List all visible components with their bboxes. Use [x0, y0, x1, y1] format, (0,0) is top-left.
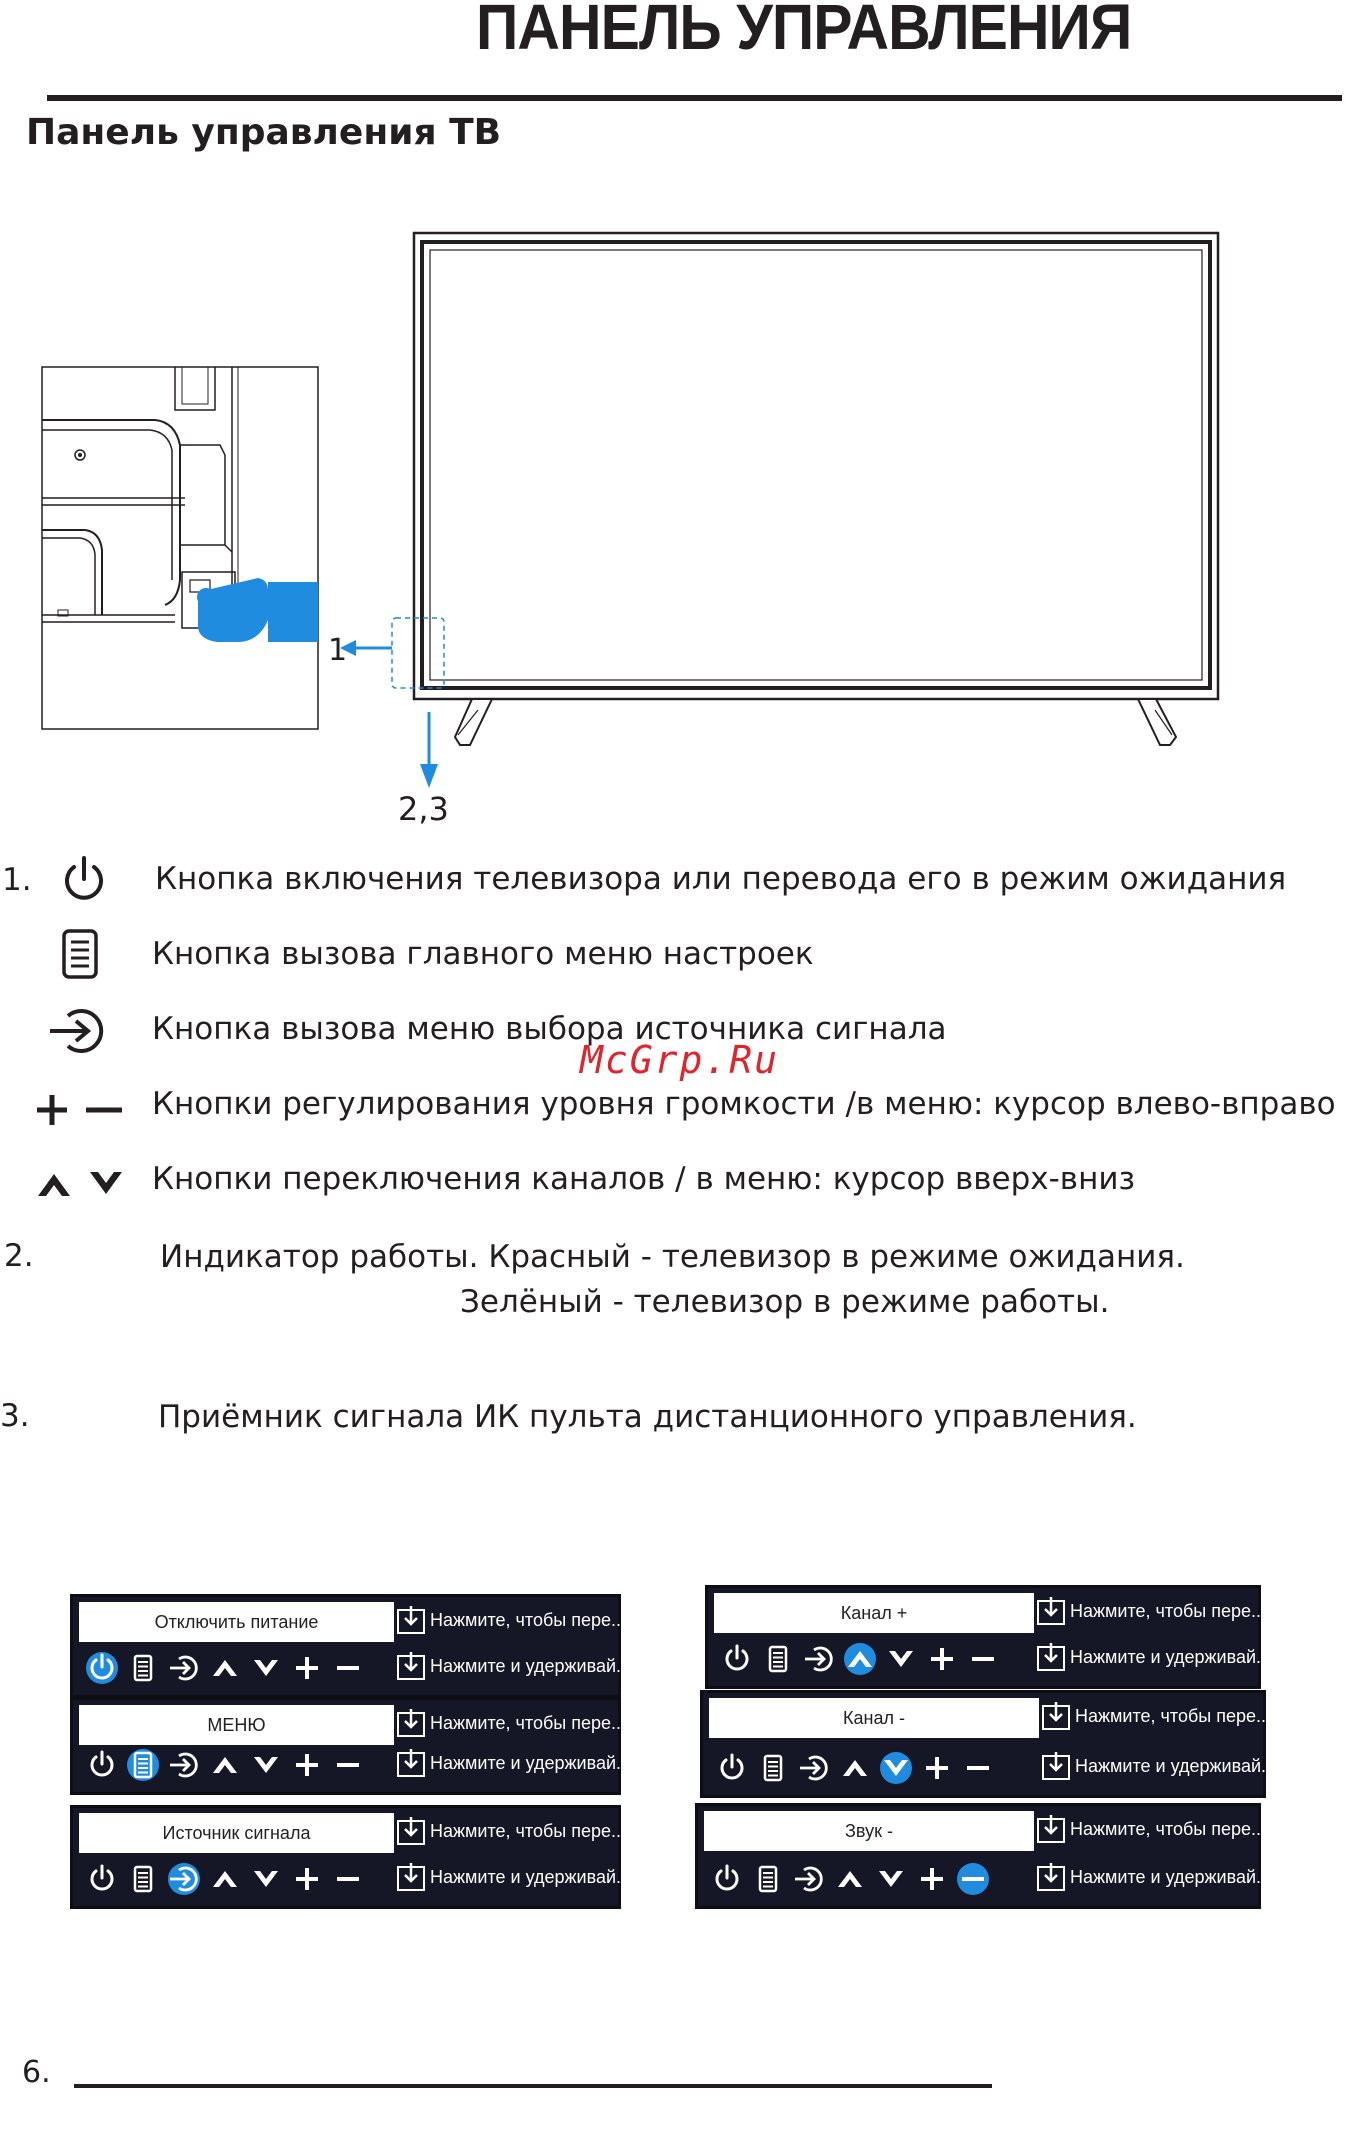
power-icon	[60, 855, 108, 905]
page-number: 6.	[22, 2055, 51, 2090]
osd-hold-hint: Нажмите и удерживай...	[1075, 1756, 1277, 1776]
osd-power-icon	[85, 1862, 119, 1896]
osd-label: Звук -	[704, 1811, 1034, 1851]
osd-volume-up-icon	[925, 1642, 959, 1676]
osd-source-icon	[802, 1642, 836, 1676]
item2-num: 2.	[4, 1238, 34, 1274]
osd-hold-hint: Нажмите и удерживай...	[1070, 1867, 1272, 1887]
osd-power-icon	[720, 1642, 754, 1676]
osd-menu-icon	[126, 1748, 160, 1782]
tv-body	[392, 233, 1218, 745]
source-icon	[48, 1006, 114, 1056]
osd-power-icon	[85, 1651, 119, 1685]
osd-power-icon	[710, 1862, 744, 1896]
up-down-icon	[36, 1166, 128, 1202]
osd-hold-hint: Нажмите и удерживай...	[430, 1867, 632, 1887]
osd-power-icon	[715, 1751, 749, 1785]
legend-text-source: Кнопка вызова меню выбора источника сигнала	[152, 1011, 947, 1047]
osd-channel-down-icon	[879, 1751, 913, 1785]
osd-volume-up-icon	[915, 1862, 949, 1896]
osd-press-icon	[1036, 1596, 1066, 1626]
osd-hold-hint: Нажмите и удерживай...	[430, 1656, 632, 1676]
osd-menu-icon	[756, 1751, 790, 1785]
osd-volume-up-icon	[290, 1862, 324, 1896]
osd-channel-down-icon	[249, 1862, 283, 1896]
osd-menu-icon	[761, 1642, 795, 1676]
osd-hold-icon	[396, 1862, 426, 1892]
osd-volume-down-icon	[331, 1651, 365, 1685]
item2-line2: Зелёный - телевизор в режиме работы.	[460, 1284, 1110, 1320]
callout-arrow-23	[420, 712, 438, 788]
osd-label: Канал +	[714, 1593, 1034, 1633]
osd-press-hint: Нажмите, чтобы пере...	[430, 1821, 626, 1841]
osd-press-hint: Нажмите, чтобы пере...	[1070, 1819, 1266, 1839]
osd-channel-down-icon	[249, 1748, 283, 1782]
tv-diagram	[0, 200, 1350, 840]
osd-source-icon	[167, 1862, 201, 1896]
item2-line1: Индикатор работы. Красный - телевизор в режиме ожидания.	[160, 1239, 1185, 1275]
legend-text-volume: Кнопки регулирования уровня громкости /в меню: курсор влево-вправо	[152, 1086, 1336, 1122]
osd-press-icon	[396, 1605, 426, 1635]
osd-menu-icon	[751, 1862, 785, 1896]
osd-channel-down-icon	[874, 1862, 908, 1896]
watermark: McGrp.Ru	[580, 1038, 780, 1082]
osd-label: Канал -	[709, 1698, 1039, 1738]
osd-press-hint: Нажмите, чтобы пере...	[430, 1610, 626, 1630]
osd-press-icon	[1041, 1701, 1071, 1731]
osd-hold-hint: Нажмите и удерживай...	[1070, 1647, 1272, 1667]
osd-panel	[70, 1697, 632, 1795]
callout-arrow-1	[340, 640, 392, 656]
osd-source-icon	[167, 1748, 201, 1782]
side-panel-inset	[42, 367, 318, 729]
osd-label: Отключить питание	[79, 1602, 394, 1642]
osd-hold-icon	[396, 1748, 426, 1778]
osd-channel-up-icon	[208, 1651, 242, 1685]
osd-source-icon	[797, 1751, 831, 1785]
osd-channel-up-icon	[208, 1862, 242, 1896]
osd-panel	[695, 1803, 1272, 1909]
osd-panel	[700, 1690, 1277, 1798]
osd-label: МЕНЮ	[79, 1705, 394, 1745]
osd-channel-up-icon	[843, 1642, 877, 1676]
osd-hold-icon	[396, 1651, 426, 1681]
legend-text-menu: Кнопка вызова главного меню настроек	[152, 936, 814, 972]
osd-volume-down-icon	[956, 1862, 990, 1896]
osd-channel-up-icon	[208, 1748, 242, 1782]
osd-channel-up-icon	[838, 1751, 872, 1785]
osd-hold-icon	[1036, 1642, 1066, 1672]
legend-text-power: Кнопка включения телевизора или перевода его в режим ожидания	[155, 861, 1287, 897]
osd-hold-icon	[1036, 1862, 1066, 1892]
page-title: ПАНЕЛЬ УПРАВЛЕНИЯ	[476, 0, 1132, 63]
osd-press-icon	[1036, 1814, 1066, 1844]
osd-press-hint: Нажмите, чтобы пере...	[1070, 1601, 1266, 1621]
callout-label-23: 2,3	[398, 790, 449, 828]
item3-text: Приёмник сигнала ИК пульта дистанционного управления.	[158, 1399, 1137, 1435]
callout-label-1: 1	[328, 633, 348, 668]
osd-volume-down-icon	[966, 1642, 1000, 1676]
osd-panel	[705, 1585, 1272, 1689]
osd-press-hint: Нажмите, чтобы пере...	[430, 1713, 626, 1733]
osd-menu-icon	[126, 1651, 160, 1685]
menu-icon	[60, 928, 102, 982]
osd-press-icon	[396, 1816, 426, 1846]
osd-volume-down-icon	[961, 1751, 995, 1785]
section-subtitle: Панель управления ТВ	[26, 112, 502, 153]
plus-minus-icon	[34, 1092, 124, 1128]
header-rule	[47, 95, 1342, 101]
osd-press-icon	[396, 1708, 426, 1738]
osd-volume-down-icon	[331, 1748, 365, 1782]
osd-source-icon	[167, 1651, 201, 1685]
osd-volume-up-icon	[920, 1751, 954, 1785]
osd-volume-down-icon	[331, 1862, 365, 1896]
osd-menu-icon	[126, 1862, 160, 1896]
osd-source-icon	[792, 1862, 826, 1896]
osd-panel	[70, 1594, 632, 1698]
osd-channel-up-icon	[833, 1862, 867, 1896]
item3-num: 3.	[0, 1398, 30, 1434]
osd-channel-down-icon	[249, 1651, 283, 1685]
osd-channel-down-icon	[884, 1642, 918, 1676]
osd-hold-hint: Нажмите и удерживай...	[430, 1753, 632, 1773]
footer-rule	[74, 2084, 992, 2088]
osd-hold-icon	[1041, 1751, 1071, 1781]
osd-press-hint: Нажмите, чтобы пере...	[1075, 1706, 1271, 1726]
legend-num-1: 1.	[2, 862, 32, 898]
legend-text-channel: Кнопки переключения каналов / в меню: курсор вверх-вниз	[152, 1161, 1135, 1197]
osd-volume-up-icon	[290, 1748, 324, 1782]
osd-panel	[70, 1805, 632, 1909]
osd-label: Источник сигнала	[79, 1813, 394, 1853]
osd-power-icon	[85, 1748, 119, 1782]
osd-volume-up-icon	[290, 1651, 324, 1685]
